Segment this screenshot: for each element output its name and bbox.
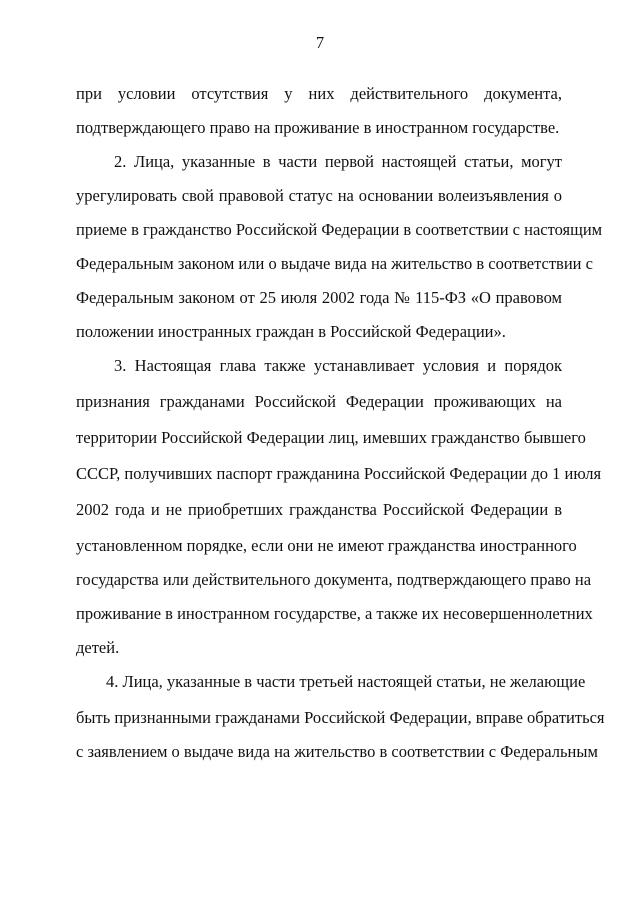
text-line: урегулировать свой правовой статус на основании волеизъявления о	[76, 186, 562, 205]
paragraph-3-first-line: 3. Настоящая глава также устанавливает условия и порядок	[114, 356, 562, 375]
text-line: Федеральным законом от 25 июля 2002 года № 115-ФЗ «О правовом	[76, 288, 562, 307]
text-line: приеме в гражданство Российской Федерации в соответствии с настоящим	[76, 220, 603, 239]
text-line: проживание в иностранном государстве, а также их несовершеннолетних	[76, 604, 593, 623]
text-line: с заявлением о выдаче вида на жительство в соответствии с Федеральным	[76, 742, 598, 761]
paragraph-4-first-line: 4. Лица, указанные в части третьей настоящей статьи, не желающие	[106, 672, 586, 691]
text-line: СССР, получивших паспорт гражданина Российской Федерации до 1 июля	[76, 464, 602, 483]
text-line: детей.	[76, 638, 120, 657]
text-line: 2002 года и не приобретших гражданства Российской Федерации в	[76, 500, 562, 519]
text-line: быть признанными гражданами Российской Федерации, вправе обратиться	[76, 708, 605, 727]
text-line: подтверждающего право на проживание в иностранном государстве.	[76, 118, 560, 137]
text-line: государства или действительного документа, подтверждающего право на	[76, 570, 592, 589]
text-line: положении иностранных граждан в Российской Федерации».	[76, 322, 506, 341]
text-line: территории Российской Федерации лиц, имевших гражданство бывшего	[76, 428, 586, 447]
text-line: признания гражданами Российской Федерации проживающих на	[76, 392, 562, 411]
text-line: при условии отсутствия у них действительного документа,	[76, 84, 562, 103]
text-line: установленном порядке, если они не имеют гражданства иностранного	[76, 536, 577, 555]
page-number: 7	[315, 33, 325, 52]
paragraph-2-first-line: 2. Лица, указанные в части первой настоящей статьи, могут	[114, 152, 562, 171]
text-line: Федеральным законом или о выдаче вида на жительство в соответствии с	[76, 254, 593, 273]
